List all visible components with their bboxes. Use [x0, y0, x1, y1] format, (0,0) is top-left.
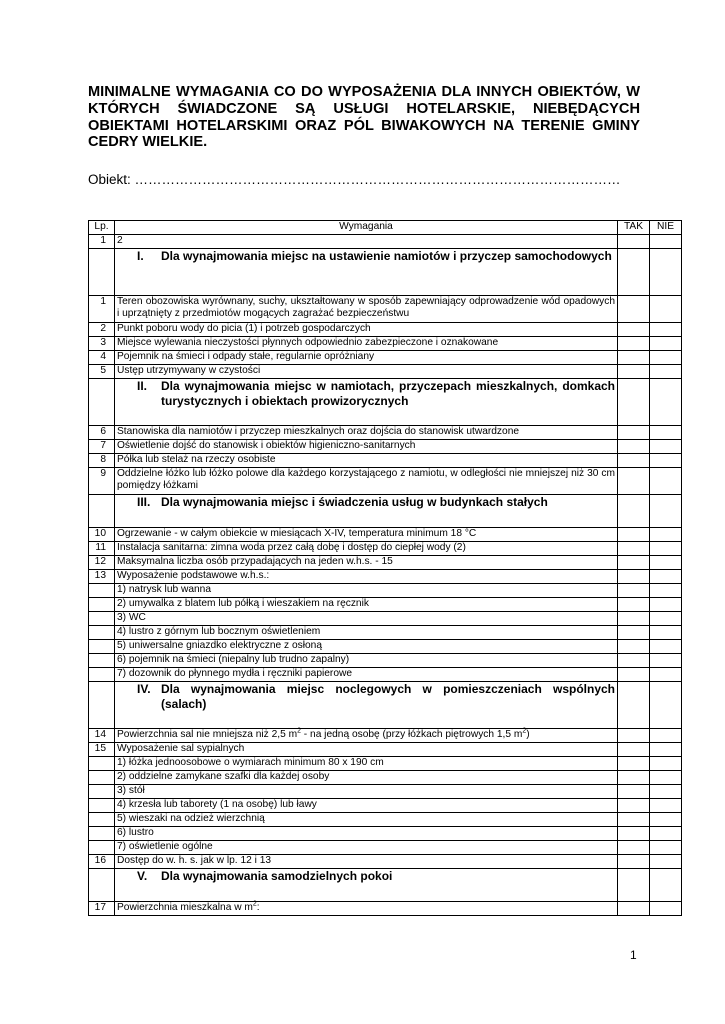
row-text: Stanowiska dla namiotów i przyczep mieszkalnych oraz dojścia do stanowisk utwardzone [115, 426, 618, 440]
table-row [89, 612, 682, 626]
tak-cell [618, 556, 650, 570]
nie-cell [650, 365, 682, 379]
table-row [89, 785, 682, 799]
lp-cell [89, 682, 115, 729]
nie-cell [650, 528, 682, 542]
superscript: 2 [297, 727, 301, 735]
nie-cell [650, 612, 682, 626]
table-row [89, 757, 682, 771]
section-number: IV. [137, 682, 151, 696]
section-number: III. [137, 495, 151, 509]
section-heading [115, 249, 618, 296]
row-text: Ogrzewanie - w całym obiekcie w miesiącach X-IV, temperatura minimum 18 °C [115, 528, 618, 542]
table-row [89, 813, 682, 827]
superscript: 2 [252, 900, 257, 908]
lp-cell [89, 584, 115, 598]
requirements-table [88, 220, 682, 916]
table-row [89, 855, 682, 869]
section-title: Dla wynajmowania miejsc noclegowych w pomieszczeniach wspólnych (salach) [161, 682, 615, 711]
nie-cell [650, 640, 682, 654]
nie-cell [650, 296, 682, 323]
row-text: Miejsce wylewania nieczystości płynnych odpowiednio zabezpieczone i oznakowane [115, 337, 618, 351]
nie-cell [650, 841, 682, 855]
lp-cell [89, 640, 115, 654]
table-row [89, 626, 682, 640]
row-text: 1) łóżka jednoosobowe o wymiarach minimum 80 x 190 cm [115, 757, 618, 771]
nie-cell [650, 495, 682, 528]
tak-cell [618, 869, 650, 902]
tak-cell [618, 351, 650, 365]
tak-cell [618, 813, 650, 827]
tak-cell [618, 528, 650, 542]
row-text: Punkt poboru wody do picia (1) i potrzeb gospodarczych [115, 323, 618, 337]
lp-cell [89, 785, 115, 799]
lp-cell [89, 249, 115, 296]
row-lp: 16 [89, 855, 115, 869]
row-lp: 5 [89, 365, 115, 379]
nie-cell [650, 771, 682, 785]
row-text: Ustęp utrzymywany w czystości [115, 365, 618, 379]
row-lp: 14 [89, 729, 115, 743]
nie-cell [650, 682, 682, 729]
lp-cell [89, 799, 115, 813]
section-title: Dla wynajmowania miejsc w namiotach, przyczepach mieszkalnych, domkach turystycznych i obiektach prowizorycznych [161, 379, 615, 408]
table-row [89, 841, 682, 855]
section-number: II. [137, 379, 148, 393]
table-row [89, 365, 682, 379]
section-heading [115, 495, 618, 528]
tak-cell [618, 902, 650, 916]
section-heading [115, 379, 618, 426]
lp-cell [89, 626, 115, 640]
nie-cell [650, 542, 682, 556]
tak-cell [618, 855, 650, 869]
table-row [89, 570, 682, 584]
object-name-field: Obiekt: ……………………………………………………………………………………………… [88, 172, 621, 187]
lp-cell [89, 813, 115, 827]
tak-cell [618, 827, 650, 841]
row-text: Oddzielne łóżko lub łóżko polowe dla każdego korzystającego z namiotu, w odległości nie mniejszej niż 30 cm pomiędzy łóżkami [115, 468, 618, 495]
section-heading [115, 869, 618, 902]
tak-cell [618, 570, 650, 584]
table-row [89, 542, 682, 556]
tak-cell [618, 743, 650, 757]
nie-cell [650, 468, 682, 495]
tak-cell [618, 426, 650, 440]
lp-cell [89, 495, 115, 528]
nie-cell [650, 799, 682, 813]
row-text: 6) lustro [115, 827, 618, 841]
header-lp: Lp. [89, 221, 115, 235]
nie-cell [650, 654, 682, 668]
nie-cell [650, 813, 682, 827]
nie-cell [650, 440, 682, 454]
nie-cell [650, 426, 682, 440]
table-row [89, 426, 682, 440]
row-lp: 2 [89, 323, 115, 337]
header-tak: TAK [618, 221, 650, 235]
section-row [89, 495, 682, 528]
row-text-part: : [256, 902, 260, 913]
tak-cell [618, 841, 650, 855]
row-lp: 12 [89, 556, 115, 570]
tak-cell [618, 337, 650, 351]
table-header-row [89, 221, 682, 235]
row-text: 6) pojemnik na śmieci (niepalny lub trudno zapalny) [115, 654, 618, 668]
row-text: 1) natrysk lub wanna [115, 584, 618, 598]
nie-cell [650, 785, 682, 799]
index-lp: 1 [89, 235, 115, 249]
lp-cell [89, 869, 115, 902]
row-text: Półka lub stelaż na rzeczy osobiste [115, 454, 618, 468]
table-row [89, 771, 682, 785]
row-text [115, 729, 618, 743]
nie-cell [650, 757, 682, 771]
section-title: Dla wynajmowania miejsc i świadczenia usług w budynkach stałych [161, 495, 548, 509]
row-text [115, 902, 618, 916]
nie-cell [650, 379, 682, 426]
nie-cell [650, 323, 682, 337]
header-wymagania: Wymagania [115, 221, 618, 235]
table-row [89, 902, 682, 916]
table-row [89, 640, 682, 654]
row-lp: 11 [89, 542, 115, 556]
row-text: 5) wieszaki na odzież wierzchnią [115, 813, 618, 827]
tak-cell [618, 785, 650, 799]
row-text: Dostęp do w. h. s. jak w lp. 12 i 13 [115, 855, 618, 869]
tak-cell [618, 440, 650, 454]
nie-cell [650, 598, 682, 612]
lp-cell [89, 598, 115, 612]
row-lp: 15 [89, 743, 115, 757]
table-row [89, 743, 682, 757]
lp-cell [89, 757, 115, 771]
tak-cell [618, 626, 650, 640]
row-text: 5) uniwersalne gniazdko elektryczne z osłoną [115, 640, 618, 654]
section-heading [115, 682, 618, 729]
nie-cell [650, 556, 682, 570]
tak-cell [618, 729, 650, 743]
tak-cell [618, 468, 650, 495]
row-text-part: Powierzchnia mieszkalna w m [117, 902, 253, 913]
nie-cell [650, 668, 682, 682]
nie-cell [650, 827, 682, 841]
section-number: V. [137, 869, 148, 883]
row-text: 2) umywalka z blatem lub półką i wieszakiem na ręcznik [115, 598, 618, 612]
nie-cell [650, 570, 682, 584]
row-text: Teren obozowiska wyrównany, suchy, ukształtowany w sposób zapewniający odprowadzenie wód opadowych i uprzątnięty z przedmiotów mogących zagrażać bezpieczeństwu [115, 296, 618, 323]
row-lp: 7 [89, 440, 115, 454]
row-text: Instalacja sanitarna: zimna woda przez całą dobę i dostęp do ciepłej wody (2) [115, 542, 618, 556]
row-text-part: Powierzchnia sal nie mniejsza niż 2,5 m [117, 729, 298, 740]
tak-cell [618, 682, 650, 729]
row-text: 4) krzesła lub taborety (1 na osobę) lub ławy [115, 799, 618, 813]
nie-cell [650, 743, 682, 757]
table-row [89, 351, 682, 365]
section-number: I. [137, 249, 144, 263]
index-col: 2 [115, 235, 618, 249]
table-row [89, 440, 682, 454]
tak-cell [618, 379, 650, 426]
row-text: Maksymalna liczba osób przypadających na jeden w.h.s. - 15 [115, 556, 618, 570]
tak-cell [618, 771, 650, 785]
tak-cell [618, 249, 650, 296]
table-index-row [89, 235, 682, 249]
table-row [89, 654, 682, 668]
table-row [89, 584, 682, 598]
table-row [89, 729, 682, 743]
row-lp: 10 [89, 528, 115, 542]
tak-cell [618, 584, 650, 598]
row-lp: 1 [89, 296, 115, 323]
nie-cell [650, 869, 682, 902]
lp-cell [89, 827, 115, 841]
row-text: Wyposażenie podstawowe w.h.s.: [115, 570, 618, 584]
table-row [89, 528, 682, 542]
header-nie: NIE [650, 221, 682, 235]
table-row [89, 296, 682, 323]
lp-cell [89, 379, 115, 426]
tak-cell [618, 598, 650, 612]
tak-cell [618, 296, 650, 323]
nie-cell [650, 351, 682, 365]
tak-cell [618, 757, 650, 771]
tak-cell [618, 654, 650, 668]
row-lp: 4 [89, 351, 115, 365]
row-text: 7) oświetlenie ogólne [115, 841, 618, 855]
row-lp: 8 [89, 454, 115, 468]
table-row [89, 799, 682, 813]
tak-cell [618, 612, 650, 626]
tak-cell [618, 235, 650, 249]
nie-cell [650, 855, 682, 869]
tak-cell [618, 799, 650, 813]
row-lp: 9 [89, 468, 115, 495]
nie-cell [650, 902, 682, 916]
row-text: 3) stół [115, 785, 618, 799]
tak-cell [618, 323, 650, 337]
section-row [89, 869, 682, 902]
table-row [89, 323, 682, 337]
row-text-part: ) [526, 729, 530, 740]
nie-cell [650, 729, 682, 743]
table-row [89, 827, 682, 841]
tak-cell [618, 668, 650, 682]
document-title: MINIMALNE WYMAGANIA CO DO WYPOSAŻENIA DLA INNYCH OBIEKTÓW, W KTÓRYCH ŚWIADCZONE SĄ USŁUGI HOTELARSKIE, NIEBĘDĄCYCH OBIEKTAMI HOTELARSKIMI ORAZ PÓL BIWAKOWYCH NA TERENIE GMINY CEDRY WIELKIE. [88, 84, 640, 151]
nie-cell [650, 235, 682, 249]
row-text: 2) oddzielne zamykane szafki dla każdej osoby [115, 771, 618, 785]
tak-cell [618, 365, 650, 379]
section-title: Dla wynajmowania miejsc na ustawienie namiotów i przyczep samochodowych [161, 249, 612, 263]
table-row [89, 337, 682, 351]
row-text: 3) WC [115, 612, 618, 626]
row-text: Pojemnik na śmieci i odpady stałe, regularnie opróżniany [115, 351, 618, 365]
section-row [89, 682, 682, 729]
tak-cell [618, 495, 650, 528]
section-title: Dla wynajmowania samodzielnych pokoi [161, 869, 393, 883]
lp-cell [89, 841, 115, 855]
table-row [89, 468, 682, 495]
row-text-part: - na jedną osobę (przy łóżkach piętrowych 1,5 m [300, 729, 523, 740]
section-row [89, 249, 682, 296]
section-row [89, 379, 682, 426]
nie-cell [650, 337, 682, 351]
lp-cell [89, 771, 115, 785]
nie-cell [650, 584, 682, 598]
row-text: Wyposażenie sal sypialnych [115, 743, 618, 757]
page-number: 1 [630, 948, 637, 962]
tak-cell [618, 542, 650, 556]
lp-cell [89, 612, 115, 626]
row-text: 7) dozownik do płynnego mydła i ręczniki papierowe [115, 668, 618, 682]
tak-cell [618, 640, 650, 654]
superscript: 2 [522, 727, 527, 735]
table-row [89, 454, 682, 468]
nie-cell [650, 249, 682, 296]
lp-cell [89, 654, 115, 668]
row-text: 4) lustro z górnym lub bocznym oświetleniem [115, 626, 618, 640]
row-lp: 6 [89, 426, 115, 440]
lp-cell [89, 668, 115, 682]
nie-cell [650, 626, 682, 640]
nie-cell [650, 454, 682, 468]
row-lp: 3 [89, 337, 115, 351]
row-lp: 17 [89, 902, 115, 916]
row-text: Oświetlenie dojść do stanowisk i obiektów higieniczno-sanitarnych [115, 440, 618, 454]
table-row [89, 556, 682, 570]
tak-cell [618, 454, 650, 468]
table-row [89, 598, 682, 612]
row-lp: 13 [89, 570, 115, 584]
table-row [89, 668, 682, 682]
